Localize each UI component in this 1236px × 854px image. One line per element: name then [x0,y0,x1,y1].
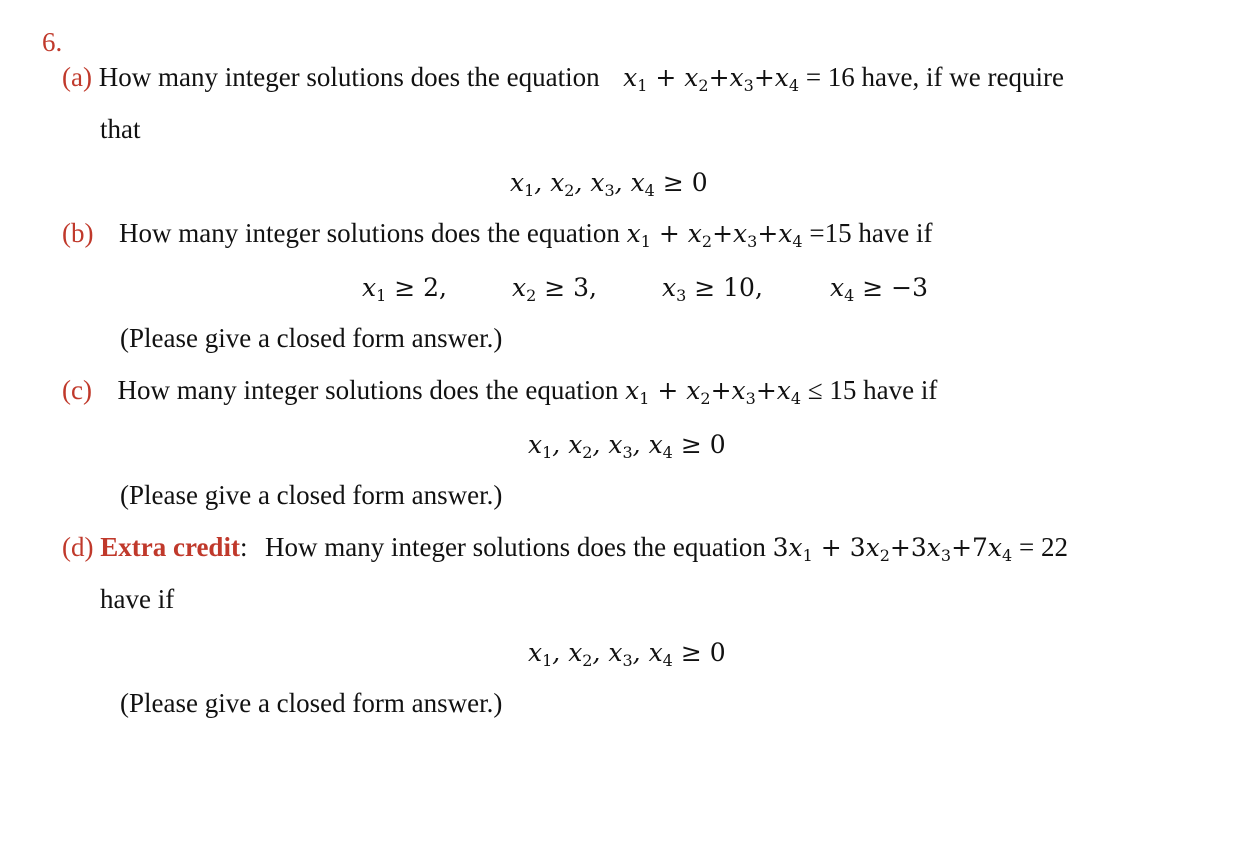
part-c-text-after: ≤ 15 have if [807,375,938,405]
part-a-question [62,60,1064,95]
part-c-question [62,373,937,408]
part-a-text: How many integer solutions does the equation [98,62,600,92]
part-b-equation: $x_1 + x_2+x_3+x_4$ [626,219,803,251]
part-c-constraint: $x_1$, $x_2$, $x_3$, $x_4 \ge 0$ [528,430,726,462]
part-a-constraint: $x_1$, $x_2$, $x_3$, $x_4 \ge 0$ [510,168,708,200]
part-c-equation: $x_1 + x_2+x_3+x_4$ [625,376,802,408]
part-b-constraint-x4: $x_4 \ge -3$ [830,273,928,305]
problem-number: 6. [42,27,63,57]
part-b-constraint-x3: $x_3 \ge 10$, [662,273,763,305]
part-d-constraint: $x_1$, $x_2$, $x_3$, $x_4 \ge 0$ [528,638,726,670]
part-b-constraint-x1: $x_1 \ge 2$, [362,273,447,305]
part-d-text: How many integer solutions does the equation [264,532,766,562]
part-b-question [62,216,933,251]
part-a-equation: $x_1 + x_2+x_3+x_4$ [623,63,800,95]
part-d-colon: : [239,532,248,562]
part-b-label: (b) [62,218,94,248]
part-a-label: (a) [62,62,92,92]
part-a-text-after: = 16 have, if we require [805,62,1064,92]
part-d-question [62,530,1068,565]
part-d-text-after: = 22 [1018,532,1068,562]
part-a-continuation: that [100,114,141,144]
part-b-note: (Please give a closed form answer.) [120,323,503,353]
part-c-note: (Please give a closed form answer.) [120,480,503,510]
part-b-text-after: =15 have if [809,218,933,248]
part-d-note: (Please give a closed form answer.) [120,688,503,718]
part-d-continuation: have if [100,584,175,614]
part-c-label: (c) [62,375,92,405]
part-b-text: How many integer solutions does the equation [118,218,620,248]
part-d-label: (d) [62,532,94,562]
part-d-extra-credit: Extra credit [100,532,240,562]
part-c-text: How many integer solutions does the equation [117,375,619,405]
part-d-equation: $3x_1 + 3x_2+3x_3+7x_4$ [772,533,1013,565]
part-b-constraint-x2: $x_2 \ge 3$, [512,273,597,305]
